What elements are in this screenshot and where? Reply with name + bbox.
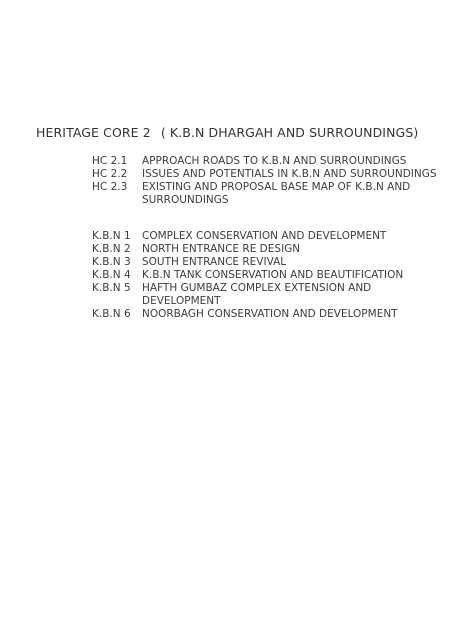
sheet-title: K.B.N TANK CONSERVATION AND BEAUTIFICATION (142, 269, 404, 281)
list-item (92, 243, 452, 256)
sheet-title: HAFTH GUMBAZ COMPLEX EXTENSION AND DEVELOPMENT (142, 282, 372, 307)
list-item (92, 282, 452, 308)
list-item (92, 269, 452, 282)
section-heading (36, 125, 418, 140)
sheet-code: K.B.N 6 (92, 308, 131, 320)
section-heading-title: ( K.B.N DHARGAH AND SURROUNDINGS) (160, 125, 419, 140)
sheet-code: HC 2.1 (92, 155, 128, 167)
sheet-code: K.B.N 1 (92, 230, 131, 242)
sheet-code: K.B.N 5 (92, 282, 131, 294)
list-item (92, 168, 452, 181)
sheet-title: ISSUES AND POTENTIALS IN K.B.N AND SURROUNDINGS (142, 168, 437, 180)
sheet-title: NORTH ENTRANCE RE DESIGN (142, 243, 301, 255)
hc-sheet-list (92, 155, 452, 207)
list-item (92, 181, 452, 207)
sheet-title: COMPLEX CONSERVATION AND DEVELOPMENT (142, 230, 387, 242)
sheet-code: K.B.N 4 (92, 269, 131, 281)
list-item (92, 155, 452, 168)
list-item (92, 230, 452, 243)
sheet-code: K.B.N 3 (92, 256, 131, 268)
list-item (92, 256, 452, 269)
sheet-code: K.B.N 2 (92, 243, 131, 255)
section-heading-code: HERITAGE CORE 2 (36, 125, 151, 140)
sheet-title: NOORBAGH CONSERVATION AND DEVELOPMENT (142, 308, 398, 320)
sheet-code: HC 2.2 (92, 168, 128, 180)
sheet-title: APPROACH ROADS TO K.B.N AND SURROUNDINGS (142, 155, 407, 167)
sheet-title: SOUTH ENTRANCE REVIVAL (142, 256, 287, 268)
kbn-sheet-list (92, 230, 452, 321)
list-item (92, 308, 452, 321)
sheet-title: EXISTING AND PROPOSAL BASE MAP OF K.B.N AND SURROUNDINGS (142, 181, 411, 206)
sheet-code: HC 2.3 (92, 181, 128, 193)
